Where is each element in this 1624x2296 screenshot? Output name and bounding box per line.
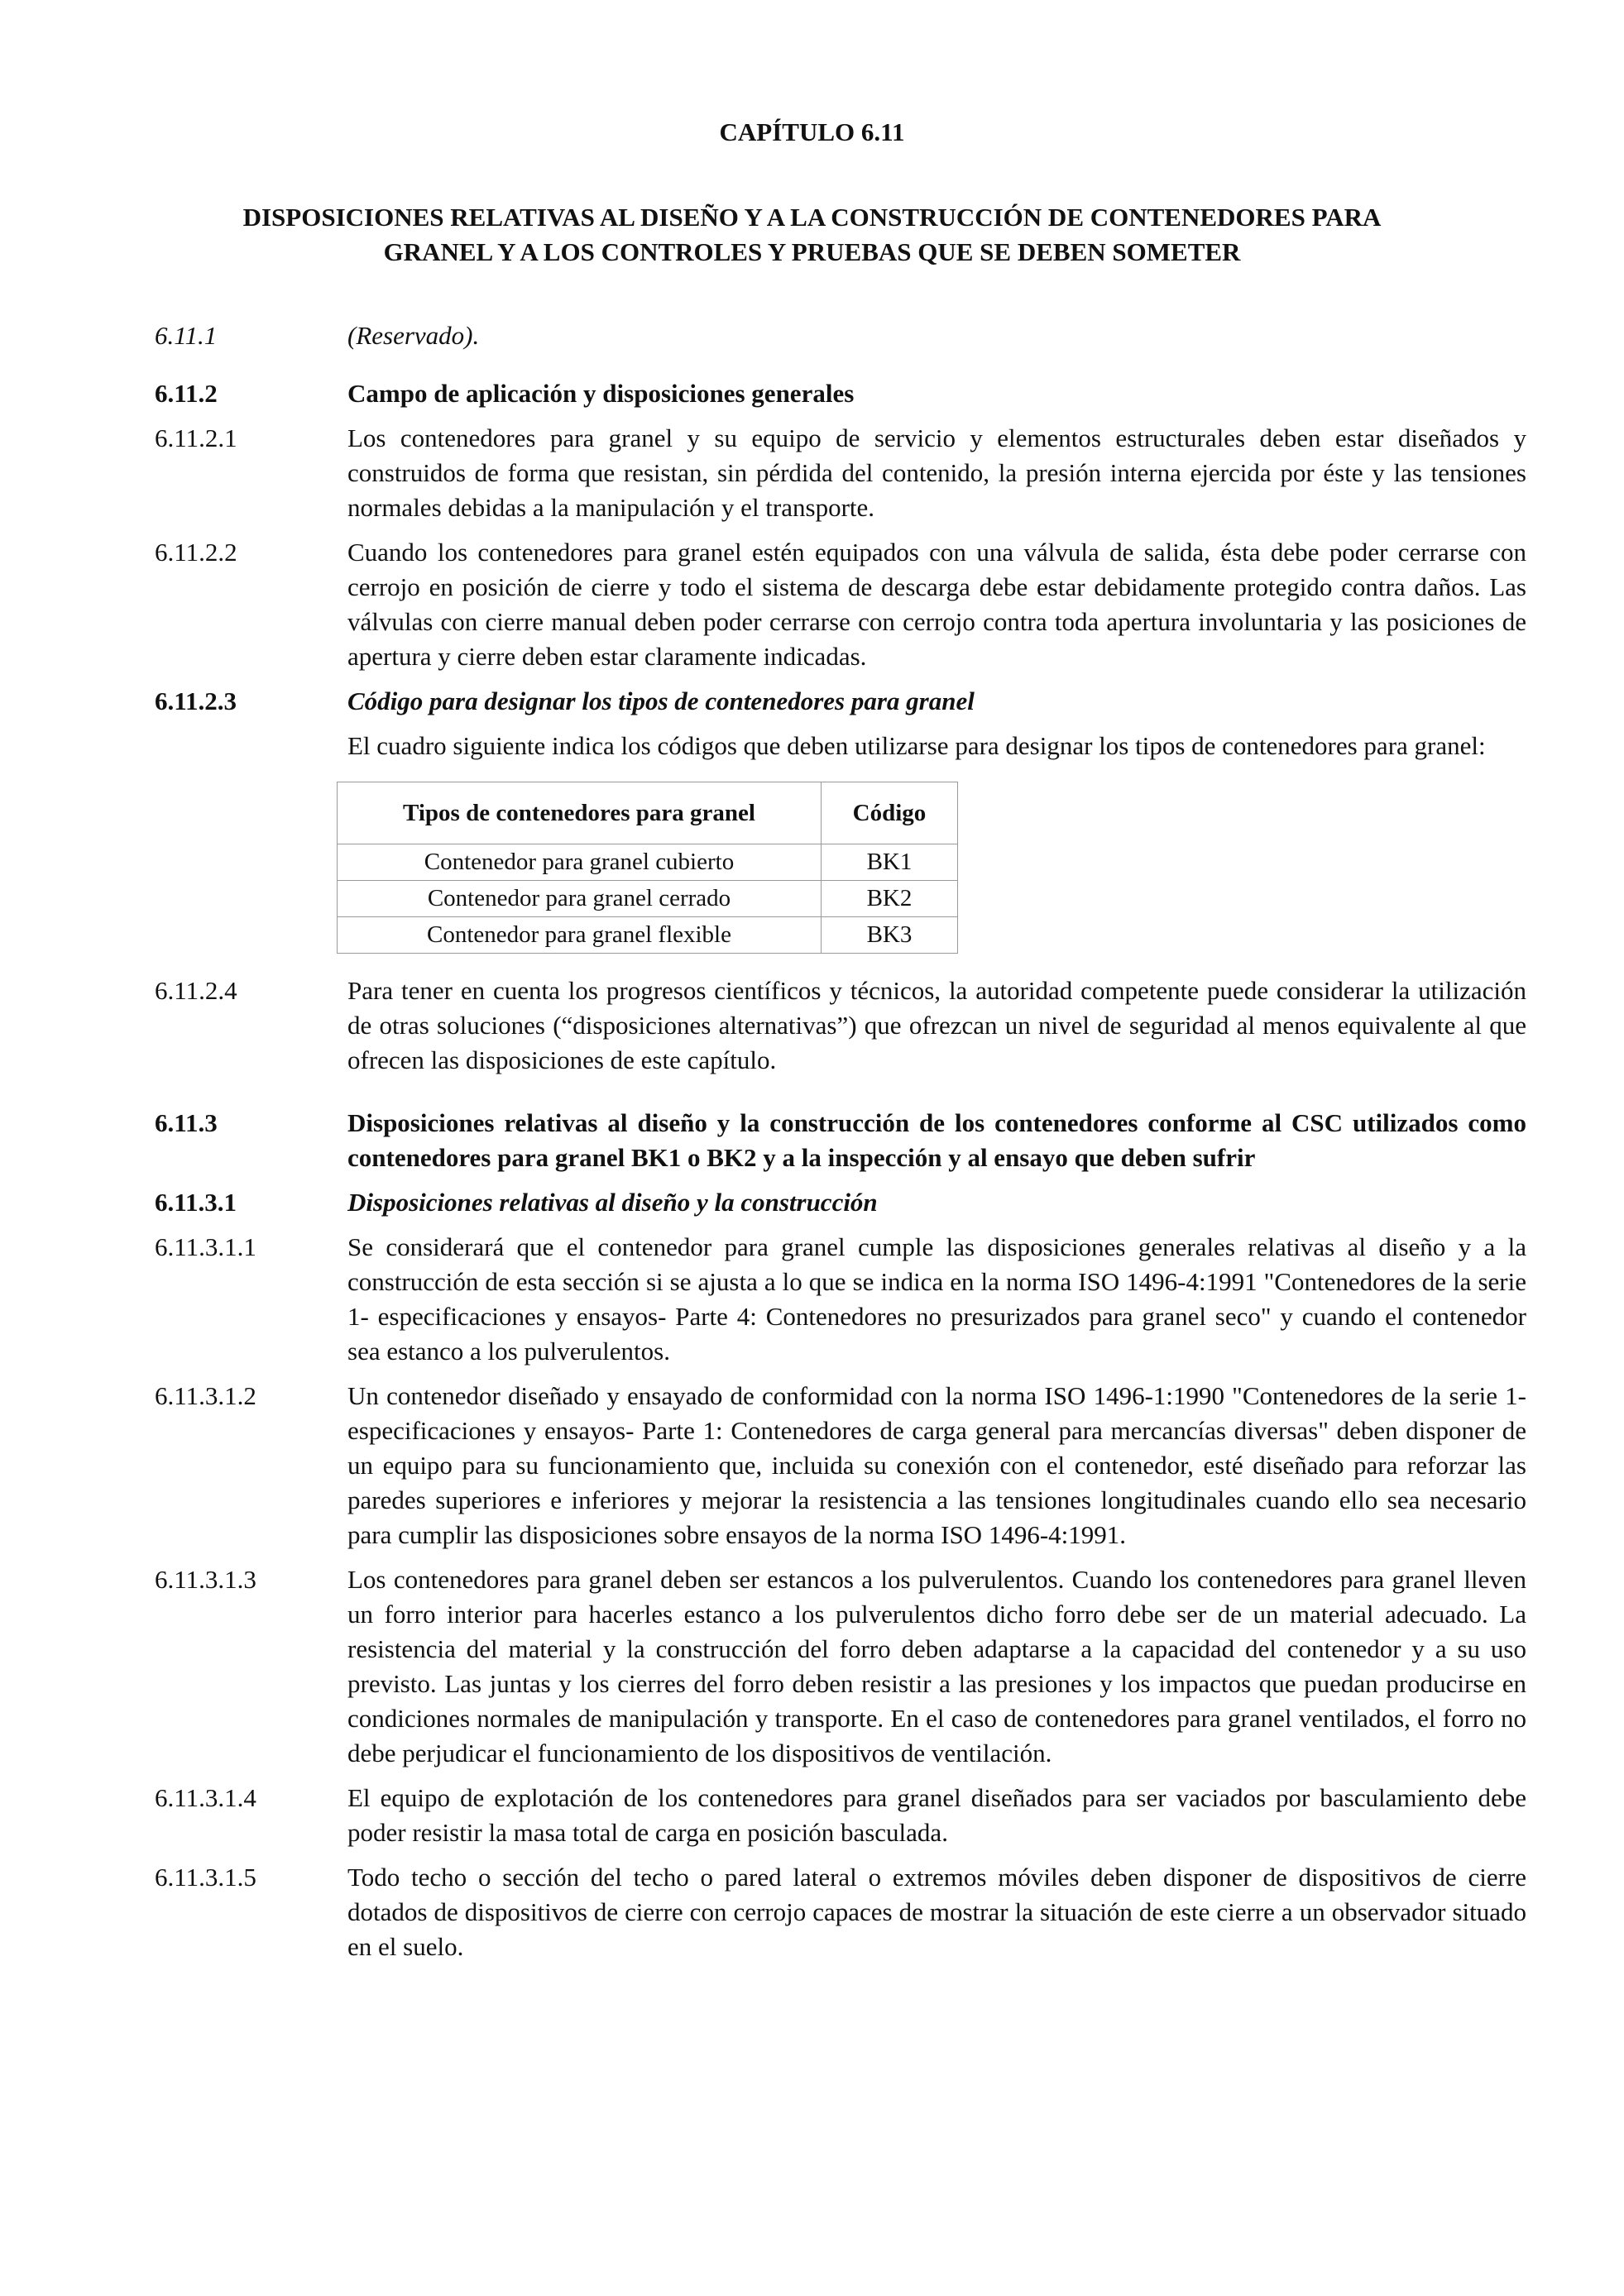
section-6-11-2 bbox=[155, 376, 1526, 411]
chapter-title-line: DISPOSICIONES RELATIVAS AL DISEÑO Y A LA CONSTRUCCIÓN DE CONTENEDORES PARA bbox=[242, 203, 1382, 232]
section-number: 6.11.3.1.4 bbox=[155, 1783, 256, 1812]
section-heading: Disposiciones relativas al diseño y la construcción de los contenedores conforme al CSC utilizados como contenedores para granel BK1 o BK2 y a la inspección y al ensayo que deben sufrir bbox=[347, 1108, 1526, 1172]
table-header-row bbox=[338, 782, 958, 844]
table-header: Código bbox=[822, 782, 958, 844]
container-types-table bbox=[337, 782, 958, 954]
section-number: 6.11.2.2 bbox=[155, 538, 237, 567]
table-header: Tipos de contenedores para granel bbox=[338, 782, 822, 844]
section-number: 6.11.3.1 bbox=[155, 1188, 237, 1217]
section-number: 6.11.2.1 bbox=[155, 423, 237, 452]
section-6-11-3-1-4 bbox=[155, 1781, 1526, 1850]
section-text: Los contenedores para granel y su equipo de servicio y elementos estructurales deben estar diseñados y construidos de forma que resistan, sin pérdida del contenido, la presión interna ejercida por éste y las tensiones normales debidas a la manipulación y el transporte. bbox=[347, 423, 1526, 522]
table-row bbox=[338, 881, 958, 917]
section-text: (Reservado). bbox=[347, 321, 480, 350]
table-row bbox=[338, 917, 958, 954]
section-number: 6.11.3 bbox=[155, 1108, 218, 1137]
section-6-11-2-2 bbox=[155, 535, 1526, 674]
chapter-heading: CAPÍTULO 6.11 bbox=[719, 117, 905, 146]
chapter-title-line: GRANEL Y A LOS CONTROLES Y PRUEBAS QUE SE DEBEN SOMETER bbox=[383, 237, 1241, 266]
section-6-11-3-1-1 bbox=[155, 1230, 1526, 1369]
table-cell: BK1 bbox=[822, 844, 958, 881]
section-text: Los contenedores para granel deben ser estancos a los pulverulentos. Cuando los contenedores para granel lleven un forro interior para hacerles estanco a los pulverulentos dicho forro debe ser de un material adecuado. La resistencia del material y la construcción del forro deben adaptarse a la capacidad del contenedor y a su uso previsto. Las juntas y los cierres del forro deben resistir a las presiones y los impactos que puedan producirse en condiciones normales de manipulación y transporte. En el caso de contenedores para granel ventilados, el forro no debe perjudicar el funcionamiento de los dispositivos de ventilación. bbox=[347, 1565, 1526, 1767]
section-6-11-2-4 bbox=[155, 973, 1526, 1078]
section-heading: Disposiciones relativas al diseño y la construcción bbox=[347, 1188, 878, 1217]
section-number: 6.11.2 bbox=[155, 379, 218, 408]
section-6-11-3-1-3 bbox=[155, 1562, 1526, 1771]
section-text: Cuando los contenedores para granel estén equipados con una válvula de salida, ésta debe poder cerrarse con cerrojo en posición de cierre y todo el sistema de descarga debe estar debidamente protegido contra daños. Las válvulas con cierre manual deben poder cerrarse con cerrojo contra toda apertura involuntaria y las posiciones de apertura y cierre deben estar claramente indicadas. bbox=[347, 538, 1526, 671]
section-6-11-2-1 bbox=[155, 421, 1526, 525]
section-text: Un contenedor diseñado y ensayado de conformidad con la norma ISO 1496-1:1990 "Contenedores de la serie 1- especificaciones y ensayos- Parte 1: Contenedores de carga general para mercancías diversas" deben disponer de un equipo para su funcionamiento que, incluida su conexión con el contenedor, esté diseñado para reforzar las paredes superiores e inferiores y mejorar la resistencia a las tensiones longitudinales cuando ello sea necesario para cumplir las disposiciones sobre ensayos de la norma ISO 1496-4:1991. bbox=[347, 1381, 1526, 1549]
section-number: 6.11.3.1.3 bbox=[155, 1565, 256, 1594]
section-number: 6.11.1 bbox=[155, 321, 218, 350]
section-number: 6.11.2.3 bbox=[155, 686, 237, 715]
section-text: El cuadro siguiente indica los códigos que deben utilizarse para designar los tipos de contenedores para granel: bbox=[347, 731, 1486, 760]
section-6-11-3 bbox=[155, 1106, 1526, 1175]
section-number: 6.11.2.4 bbox=[155, 976, 237, 1005]
table-row bbox=[338, 844, 958, 881]
section-6-11-3-1-5 bbox=[155, 1860, 1526, 1964]
section-number: 6.11.3.1.1 bbox=[155, 1232, 256, 1261]
table-cell: Contenedor para granel cubierto bbox=[338, 844, 822, 881]
section-6-11-3-1 bbox=[155, 1185, 1526, 1220]
section-heading: Campo de aplicación y disposiciones generales bbox=[347, 379, 855, 408]
table-cell: Contenedor para granel flexible bbox=[338, 917, 822, 954]
document-body bbox=[155, 318, 1526, 1964]
chapter-title bbox=[132, 200, 1492, 270]
section-number: 6.11.3.1.2 bbox=[155, 1381, 256, 1410]
section-text: Se considerará que el contenedor para granel cumple las disposiciones generales relativas al diseño y a la construcción de esta sección si se ajusta a lo que se indica en la norma ISO 1496-4:1991 "Contenedores de la serie 1- especificaciones y ensayos- Parte 4: Contenedores no presurizados para granel seco" y cuando el contenedor sea estanco a los pulverulentos. bbox=[347, 1232, 1526, 1366]
section-text: Para tener en cuenta los progresos científicos y técnicos, la autoridad competente puede considerar la utilización de otras soluciones (“disposiciones alternativas”) que ofrezcan un nivel de seguridad al menos equivalente al que ofrecen las disposiciones de este capítulo. bbox=[347, 976, 1526, 1074]
section-heading: Código para designar los tipos de contenedores para granel bbox=[347, 686, 975, 715]
section-text: Todo techo o sección del techo o pared lateral o extremos móviles deben disponer de dispositivos de cierre dotados de dispositivos de cierre con cerrojo capaces de mostrar la situación de este cierre a un observador situado en el suelo. bbox=[347, 1863, 1526, 1961]
section-6-11-3-1-2 bbox=[155, 1379, 1526, 1552]
section-6-11-2-3 bbox=[155, 684, 1526, 719]
section-6-11-1 bbox=[155, 318, 1526, 353]
section-6-11-2-3-intro bbox=[155, 729, 1526, 763]
section-number: 6.11.3.1.5 bbox=[155, 1863, 256, 1892]
table-cell: BK2 bbox=[822, 881, 958, 917]
section-text: El equipo de explotación de los contenedores para granel diseñados para ser vaciados por basculamiento debe poder resistir la masa total de carga en posición basculada. bbox=[347, 1783, 1526, 1847]
table-cell: BK3 bbox=[822, 917, 958, 954]
table-cell: Contenedor para granel cerrado bbox=[338, 881, 822, 917]
